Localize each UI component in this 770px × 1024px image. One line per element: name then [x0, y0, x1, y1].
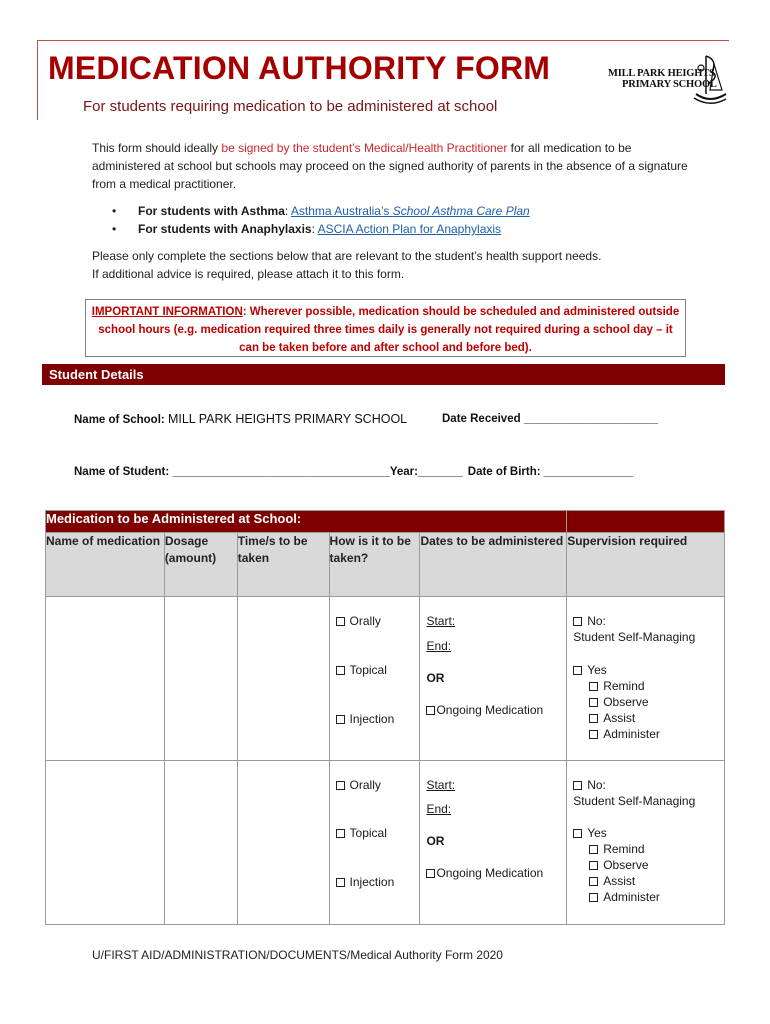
intro-text-rest: for all medication to be administered at school but schools may proceed on the signed authority of parents in the absence of a signature from a medical practitioner. [92, 141, 688, 191]
student-name-label: Name of Student: [74, 466, 173, 478]
supervision-no-option[interactable]: No: [573, 613, 718, 629]
col-how: How is it to be taken? [329, 533, 420, 597]
checkbox-icon[interactable] [573, 666, 582, 675]
route-topical-option[interactable]: Topical [336, 825, 414, 841]
checkbox-icon[interactable] [589, 845, 598, 854]
school-name-label: Name of School: [74, 414, 168, 426]
route-orally-option[interactable]: Orally [336, 613, 414, 629]
bullet-anaphylaxis [112, 220, 502, 238]
checkbox-icon[interactable] [589, 730, 598, 739]
col-time: Time/s to be taken [237, 533, 329, 597]
checkbox-icon[interactable] [426, 869, 435, 878]
med-name-cell[interactable] [46, 597, 165, 761]
logo-line1: MILL PARK HEIGHTS [608, 68, 715, 79]
route-injection-option[interactable]: Injection [336, 711, 414, 727]
col-name: Name of medication [46, 533, 165, 597]
med-supervision-cell [567, 597, 725, 761]
instructions-line1: Please only complete the sections below that are relevant to the student’s health support needs. [92, 249, 602, 263]
intro-text: This form should ideally [92, 141, 222, 155]
supervision-no-option[interactable]: No: [573, 777, 718, 793]
dob-field[interactable]: Date of Birth: ______________ [467, 466, 634, 478]
start-date-field[interactable]: Start: [426, 614, 456, 628]
checkbox-icon[interactable] [589, 893, 598, 902]
page-title: MEDICATION AUTHORITY FORM [48, 50, 551, 86]
footer-path: U/FIRST AID/ADMINISTRATION/DOCUMENTS/Medical Authority Form 2020 [92, 948, 503, 962]
important-body: : Wherever possible, medication should be scheduled and administered outside school hours (e.g. medication required three times daily is generally not required during a school day – it can be taken before and after school and before bed). [98, 306, 680, 354]
checkbox-icon[interactable] [336, 715, 345, 724]
med-dosage-cell[interactable] [164, 597, 237, 761]
year-field[interactable]: Year:_______ [389, 466, 463, 478]
student-details-heading: Student Details [42, 364, 725, 385]
checkbox-icon[interactable] [573, 617, 582, 626]
administer-option[interactable]: Administer [589, 889, 718, 905]
med-time-cell[interactable] [237, 761, 329, 925]
remind-option[interactable]: Remind [589, 678, 718, 694]
med-dates-cell [420, 761, 567, 925]
student-name-field[interactable] [74, 466, 633, 478]
route-injection-option[interactable]: Injection [336, 874, 414, 890]
med-route-cell [329, 761, 420, 925]
end-date-field[interactable]: End: [426, 802, 452, 816]
remind-option[interactable]: Remind [589, 841, 718, 857]
med-dates-cell [420, 597, 567, 761]
instructions-line2: If additional advice is required, please attach it to this form. [92, 267, 405, 281]
med-name-cell[interactable] [46, 761, 165, 925]
bullet-dot-icon: • [112, 222, 117, 236]
checkbox-icon[interactable] [336, 829, 345, 838]
logo-line2: PRIMARY SCHOOL [622, 79, 717, 90]
assist-option[interactable]: Assist [589, 710, 718, 726]
asthma-plan-link[interactable]: Asthma Australia’s School Asthma Care Plan [290, 204, 530, 218]
route-orally-option[interactable]: Orally [336, 777, 414, 793]
school-logo [608, 50, 728, 106]
school-name-field[interactable] [74, 412, 407, 426]
checkbox-icon[interactable] [573, 781, 582, 790]
bullet-dot-icon: • [112, 204, 117, 218]
date-received-label: Date Received _____________________ [442, 413, 659, 425]
bullet-sep: : [284, 204, 291, 218]
or-label: OR [426, 834, 445, 848]
supervision-yes-option[interactable]: Yes [573, 662, 718, 678]
bullet-label: For students with Asthma [138, 204, 285, 218]
med-dosage-cell[interactable] [164, 761, 237, 925]
start-date-field[interactable]: Start: [426, 778, 456, 792]
date-received-field[interactable] [442, 413, 658, 425]
administer-option[interactable]: Administer [589, 726, 718, 742]
medication-table [45, 510, 725, 925]
intro-red-text: be signed by the student’s Medical/Health Practitioner [221, 141, 508, 155]
observe-option[interactable]: Observe [589, 857, 718, 873]
checkbox-icon[interactable] [336, 878, 345, 887]
ongoing-option[interactable]: Ongoing Medication [426, 865, 560, 881]
col-dates: Dates to be administered [420, 533, 567, 597]
checkbox-icon[interactable] [589, 698, 598, 707]
student-name-line: __________________________________ [172, 466, 390, 478]
checkbox-icon[interactable] [589, 714, 598, 723]
medication-row [46, 761, 725, 925]
self-managing-label: Student Self-Managing [573, 794, 696, 808]
route-topical-option[interactable]: Topical [336, 662, 414, 678]
end-date-field[interactable]: End: [426, 639, 452, 653]
checkbox-icon[interactable] [573, 829, 582, 838]
important-text [90, 303, 681, 357]
checkbox-icon[interactable] [336, 666, 345, 675]
bullet-sep: : [311, 222, 318, 236]
intro-paragraph [92, 139, 692, 193]
supervision-yes-option[interactable]: Yes [573, 825, 718, 841]
checkbox-icon[interactable] [336, 781, 345, 790]
checkbox-icon[interactable] [589, 861, 598, 870]
observe-option[interactable]: Observe [589, 694, 718, 710]
school-name-value: MILL PARK HEIGHTS PRIMARY SCHOOL [167, 412, 408, 426]
checkbox-icon[interactable] [336, 617, 345, 626]
bullet-asthma [112, 202, 530, 220]
medication-heading: Medication to be Administered at School: [46, 511, 567, 533]
medication-row [46, 597, 725, 761]
med-supervision-cell [567, 761, 725, 925]
col-dosage: Dosage (amount) [164, 533, 237, 597]
checkbox-icon[interactable] [426, 706, 435, 715]
med-time-cell[interactable] [237, 597, 329, 761]
bullet-label: For students with Anaphylaxis [138, 222, 312, 236]
checkbox-icon[interactable] [589, 877, 598, 886]
ascia-plan-link[interactable]: ASCIA Action Plan for Anaphylaxis [317, 222, 502, 236]
col-supervision: Supervision required [567, 533, 725, 597]
page-subtitle: For students requiring medication to be administered at school [83, 98, 498, 115]
medication-heading-blank [567, 511, 725, 533]
logo-emblem-icon [692, 50, 728, 106]
self-managing-label: Student Self-Managing [573, 630, 696, 644]
ongoing-option[interactable]: Ongoing Medication [426, 702, 560, 718]
instructions-paragraph [92, 247, 692, 283]
med-route-cell [329, 597, 420, 761]
important-label: IMPORTANT INFORMATION [91, 306, 243, 318]
medication-header-row [46, 533, 725, 597]
or-label: OR [426, 671, 445, 685]
assist-option[interactable]: Assist [589, 873, 718, 889]
checkbox-icon[interactable] [589, 682, 598, 691]
